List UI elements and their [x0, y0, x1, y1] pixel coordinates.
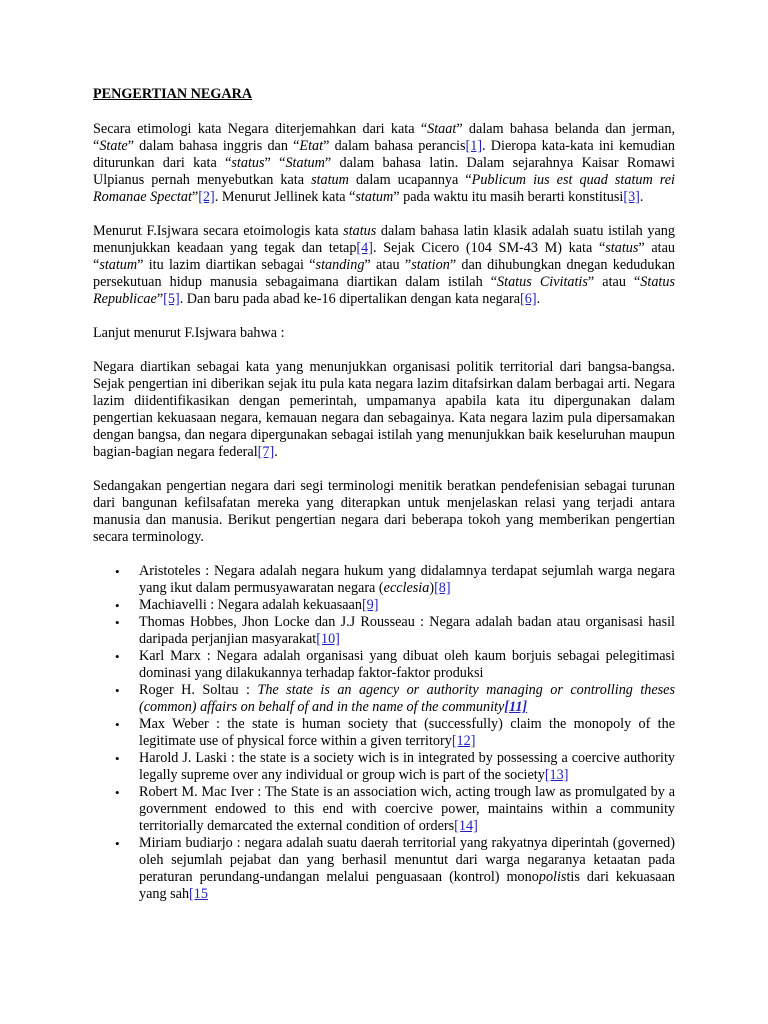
list-item-aristoteles: • Aristoteles : Negara adalah negara hukum yang didalamnya terdapat sejumlah warga negara yang ikut dalam permusyawaratan negara (ecclesia)[8] — [139, 563, 675, 597]
list-item-budiarjo: • Miriam budiarjo : negara adalah suatu daerah territorial yang rakyatnya diperintah (governed) oleh sejumlah pejabat dan yang berhasil menuntut dari warga negaranya ketaatan pada peraturan perundang-undangan melalui penguasaan (kontrol) monopolistis dari kekuasaan yang sah[15 — [139, 835, 675, 903]
paragraph-isjwara: Menurut F.Isjwara secara etoimologis kata status dalam bahasa latin klasik adalah suatu istilah yang menunjukkan keadaan yang tegak dan tetap[4]. Sejak Cicero (104 SM-43 M) kata “status” atau “statum” itu lazim diartikan sebagai “standing” atau ”station” dan dihubungkan dnegan kedudukan persekutuan hidup manusia sebagaimana diartikan dalam istilah “Status Civitatis” atau “Status Republicae”[5]. Dan baru pada abad ke-16 dipertalikan dengan kata negara[6]. — [93, 223, 675, 307]
footnote-link-11[interactable]: [11] — [504, 699, 528, 715]
footnote-link-1[interactable]: [1] — [465, 138, 483, 154]
footnote-link-2[interactable]: [2] — [198, 189, 215, 205]
footnote-link-12[interactable]: [12] — [451, 733, 476, 749]
definition-list — [93, 563, 675, 903]
list-item-laski: • Harold J. Laski : the state is a society wich is in integrated by possessing a coercive authority legally supreme over any individual or group wich is part of the society[13] — [139, 750, 675, 784]
list-item-hobbes: • Thomas Hobbes, Jhon Locke dan J.J Rousseau : Negara adalah badan atau organisasi hasil daripada perjanjian masyarakat[10] — [139, 614, 675, 648]
paragraph-terminology: Sedangakan pengertian negara dari segi terminologi menitik beratkan pendefenisian sebagai turunan dari bangunan kefilsafatan mereka yang diterapkan untuk menjelaskan relasi yang terjadi antara manusia dan manusia. Berikut pengertian negara dari beberapa tokoh yang memberikan pengertian secara terminology. — [93, 478, 675, 545]
footnote-link-15[interactable]: [15 — [189, 886, 208, 902]
list-item-machiavelli: • Machiavelli : Negara adalah kekuasaan[9] — [139, 597, 675, 614]
footnote-link-5[interactable]: [5] — [163, 291, 180, 307]
footnote-link-10[interactable]: [10] — [316, 631, 340, 647]
paragraph-intro: Lanjut menurut F.Isjwara bahwa : — [93, 325, 285, 341]
list-item-soltau: • Roger H. Soltau : The state is an agency or authority managing or controlling theses (common) affairs on behalf of and in the name of the community[11] — [139, 682, 675, 716]
paragraph-etymology: Secara etimologi kata Negara diterjemahkan dari kata “Staat” dalam bahasa belanda dan jerman, “State” dalam bahasa inggris dan “Etat” dalam bahasa perancis[1]. Dieropa kata-kata ini kemudian diturunkan dari kata “status” “Statum” dalam bahasa latin. Dalam sejarahnya Kaisar Romawi Ulpianus pernah menyebutkan kata statum dalam ucapannya “Publicum ius est quad statum rei Romanae Spectat”[2]. Menurut Jellinek kata “statum” pada waktu itu masih berarti konstitusi[3]. — [93, 121, 676, 205]
footnote-link-13[interactable]: [13] — [544, 767, 569, 783]
footnote-link-6[interactable]: [6] — [520, 291, 537, 307]
list-item-weber: • Max Weber : the state is human society that (successfully) claim the monopoly of the legitimate use of physical force within a given territory[12] — [139, 716, 675, 750]
page-title: PENGERTIAN NEGARA — [93, 86, 253, 102]
footnote-link-8[interactable]: [8] — [434, 580, 451, 596]
list-item-maciver: • Robert M. Mac Iver : The State is an association wich, acting trough law as promulgated by a government endowed to this end with coercive power, maintains within a community territorially demarcated the external condition of orders[14] — [139, 784, 675, 835]
footnote-link-3[interactable]: [3] — [623, 189, 640, 205]
footnote-link-9[interactable]: [9] — [361, 597, 379, 613]
footnote-link-4[interactable]: [4] — [356, 240, 373, 256]
footnote-link-14[interactable]: [14] — [454, 818, 478, 834]
list-item-marx: • Karl Marx : Negara adalah organisasi yang dibuat oleh kaum borjuis sebagai pelegitimasi dominasi yang dilakukannya terhadap faktor-faktor produksi — [139, 648, 675, 682]
paragraph-definition: Negara diartikan sebagai kata yang menunjukkan organisasi politik territorial dari bangsa-bangsa. Sejak pengertian ini diberikan sejak itu pula kata negara lazim ditafsirkan dalam berbagai arti. Negara lazim diidentifikasikan dengan pemerintah, umpamanya apabila kata itu dipergunakan dalam pengertian kekuasaan negara, kemauan negara dan sebagainya. Kata negara lazim pula dipersamakan dengan bangsa, dan negara dipergunakan sebagai istilah yang menunjukkan baik keseluruhan maupun bagian-bagian negara federal[7]. — [93, 359, 675, 460]
footnote-link-7[interactable]: [7] — [257, 444, 275, 460]
